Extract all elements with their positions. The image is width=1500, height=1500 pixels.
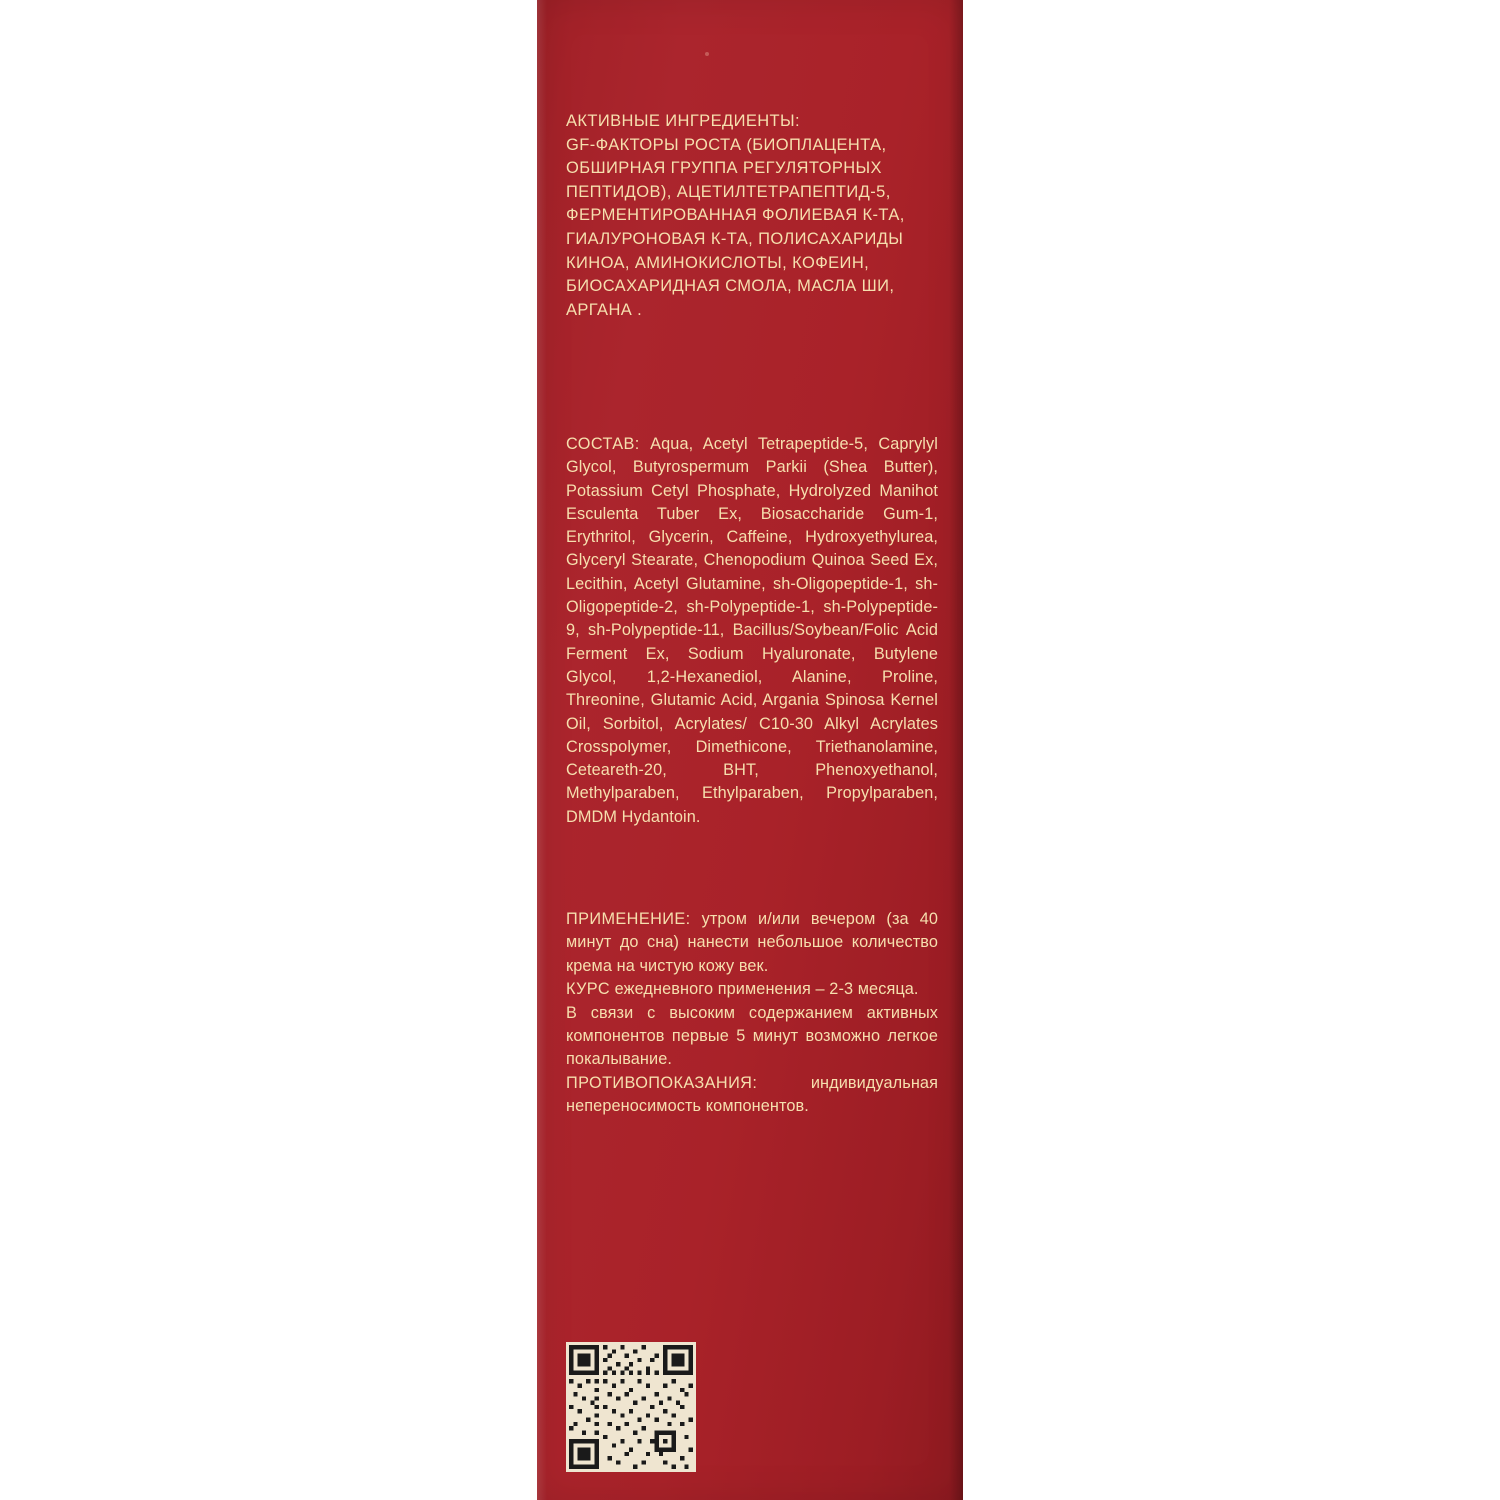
active-ingredients-heading: АКТИВНЫЕ ИНГРЕДИЕНТЫ: [566, 112, 801, 130]
carton-speck [705, 52, 709, 56]
composition-block [566, 433, 938, 829]
contraindications-body: индивидуальная непереносимость компонентов. [566, 1073, 938, 1116]
product-carton-back-panel [537, 0, 963, 1500]
usage-application-heading: ПРИМЕНЕНИЕ: [566, 910, 691, 928]
usage-application-line [566, 908, 938, 978]
composition-body: Aqua, Acetyl Tetrapeptide-5, Caprylyl Glycol, Butyrospermum Parkii (Shea Butter), Potassium Cetyl Phosphate, Hydrolyzed Manihot Esculenta Tuber Ex, Biosaccharide Gum-1, Erythritol, Glycerin, Caffeine, Hydroxyethylurea, Glyceryl Stearate, Chenopodium Quinoa Seed Ex, Lecithin, Acetyl Glutamine, sh-Oligopeptide-1, sh-Oligopeptide-2, sh-Polypeptide-1, sh-Polypeptide-9, sh-Polypeptide-11, Bacillus/Soybean/Folic Acid Ferment Ex, Sodium Hyaluronate, Butylene Glycol, 1,2-Hexanediol, Alanine, Proline, Threonine, Glutamic Acid, Argania Spinosa Kernel Oil, Sorbitol, Acrylates/ C10-30 Alkyl Acrylates Crosspolymer, Dimethicone, Triethanolamine, Ceteareth-20, BHT, Phenoxyethanol, Methylparaben, Ethylparaben, Propylparaben, DMDM Hydantoin. [566, 435, 938, 826]
usage-course-line [566, 978, 938, 1001]
composition-heading: СОСТАВ: [566, 435, 640, 453]
data-matrix-code-icon [566, 1342, 696, 1472]
usage-course-heading: КУРС [566, 980, 611, 999]
active-ingredients-body: GF-ФАКТОРЫ РОСТА (БИОПЛАЦЕНТА, ОБШИРНАЯ ГРУППА РЕГУЛЯТОРНЫХ ПЕПТИДОВ), АЦЕТИЛТЕТРАПЕПТИД-5, ФЕРМЕНТИРОВАННАЯ ФОЛИЕВАЯ К-ТА, ГИАЛУРОНОВАЯ К-ТА, ПОЛИСАХАРИДЫ КИНОА, АМИНОКИСЛОТЫ, КОФЕИН, БИОСАХАРИДНАЯ СМОЛА, МАСЛА ШИ, АРГАНА . [566, 135, 905, 319]
usage-application-body: утром и/или вечером (за 40 минут до сна) нанести небольшое количество крема на чистую кожу век. [566, 910, 939, 975]
usage-block [566, 908, 938, 1119]
usage-note: В связи с высоким содержанием активных компонентов первые 5 минут возможно легкое покалывание. [566, 1003, 938, 1069]
active-ingredients-block [566, 110, 938, 322]
contraindications-line [566, 1072, 938, 1119]
contraindications-heading: ПРОТИВОПОКАЗАНИЯ: [566, 1073, 758, 1092]
usage-course-body: ежедневного применения – 2-3 месяца. [614, 980, 919, 999]
